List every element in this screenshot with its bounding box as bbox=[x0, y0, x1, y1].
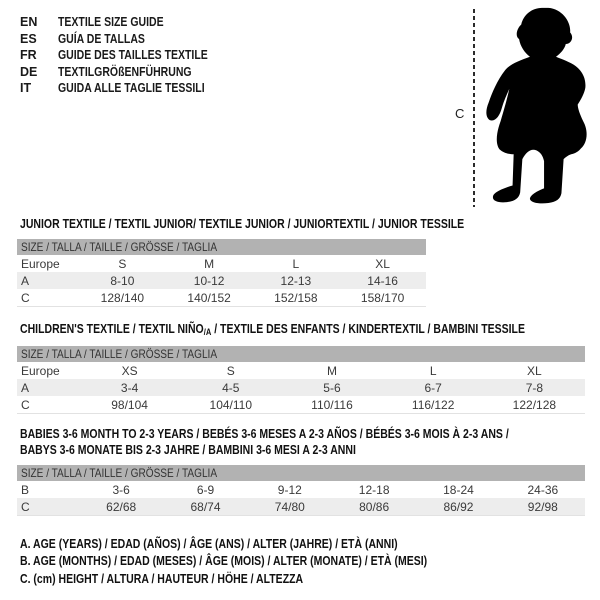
lang-row-de bbox=[20, 64, 236, 81]
legend-text: A. AGE (YEARS) / EDAD (AÑOS) / ÂGE (ANS) / ALTER (JAHRE) / ETÀ (ANNI) bbox=[20, 537, 398, 551]
lang-title: GUIDE DES TAILLES TEXTILE bbox=[58, 48, 208, 62]
lang-code: FR bbox=[20, 48, 37, 62]
cell: 8-10 bbox=[110, 273, 135, 288]
height-measure-dashed-line bbox=[473, 9, 475, 207]
table-row bbox=[17, 362, 585, 379]
cell: M bbox=[326, 363, 337, 378]
title-pre: CHILDREN'S TEXTILE / TEXTIL NIÑO bbox=[20, 322, 204, 336]
cell: L bbox=[292, 256, 300, 271]
size-header-bar bbox=[17, 465, 585, 481]
table-row bbox=[17, 272, 426, 289]
lang-code: EN bbox=[20, 15, 38, 29]
cell: 74/80 bbox=[274, 499, 305, 514]
cell: 80/86 bbox=[359, 499, 390, 514]
cell: 116/122 bbox=[411, 397, 455, 412]
cell: 62/68 bbox=[106, 499, 137, 514]
cell: 12-13 bbox=[280, 273, 312, 288]
table-row bbox=[17, 498, 585, 516]
row-label: A bbox=[21, 273, 30, 288]
babies-table-title bbox=[20, 426, 600, 458]
cell: 10-12 bbox=[193, 273, 225, 288]
toddler-silhouette-icon bbox=[480, 5, 594, 205]
legend-line-a bbox=[20, 536, 505, 553]
legend-line-b bbox=[20, 553, 505, 570]
babies-size-table bbox=[17, 465, 585, 516]
lang-row-it bbox=[20, 80, 236, 97]
size-header-text: SIZE / TALLA / TAILLE / GRÖSSE / TAGLIA bbox=[21, 240, 218, 254]
cell: 4-5 bbox=[222, 380, 240, 395]
size-header-text: SIZE / TALLA / TAILLE / GRÖSSE / TAGLIA bbox=[21, 466, 218, 480]
cell: 128/140 bbox=[100, 290, 145, 305]
lang-row-fr bbox=[20, 47, 236, 64]
children-table-title-text bbox=[20, 321, 525, 340]
cell: 5-6 bbox=[323, 380, 341, 395]
row-label: C bbox=[21, 290, 30, 305]
size-header-bar bbox=[17, 346, 585, 362]
lang-title: GUIDA ALLE TAGLIE TESSILI bbox=[58, 81, 205, 95]
row-label: Europe bbox=[21, 363, 60, 378]
table-row bbox=[17, 255, 426, 272]
children-table-title bbox=[20, 321, 600, 340]
children-size-table bbox=[17, 346, 585, 414]
cell: XL bbox=[375, 256, 390, 271]
legend-text: C. (cm) HEIGHT / ALTURA / HAUTEUR / HÖHE / ALTEZZA bbox=[20, 571, 304, 586]
row-label: C bbox=[21, 397, 30, 412]
cell: XS bbox=[121, 363, 138, 378]
legend-line-c bbox=[20, 571, 505, 588]
cell: 152/158 bbox=[274, 290, 318, 305]
row-label: Europe bbox=[21, 256, 60, 271]
lang-row-es bbox=[20, 31, 236, 48]
lang-title: TEXTILGRÖßENFÜHRUNG bbox=[58, 64, 192, 79]
lang-row-en bbox=[20, 14, 236, 31]
junior-table-title-text: JUNIOR TEXTILE / TEXTIL JUNIOR/ TEXTILE JUNIOR / JUNIORTEXTIL / JUNIOR TESSILE bbox=[20, 217, 465, 231]
cell: 24-36 bbox=[527, 482, 559, 497]
cell: 3-6 bbox=[112, 482, 130, 497]
size-header-text: SIZE / TALLA / TAILLE / GRÖSSE / TAGLIA bbox=[21, 347, 218, 361]
babies-title-line1: BABIES 3-6 MONTH TO 2-3 YEARS / BEBÉS 3-6 MESES A 2-3 AÑOS / BÉBÉS 3-6 MOIS À 2-3 ANS / bbox=[20, 427, 509, 441]
cell: 110/116 bbox=[311, 397, 353, 412]
size-header-bar bbox=[17, 239, 426, 255]
cell: 104/110 bbox=[209, 397, 253, 412]
table-row bbox=[17, 396, 585, 414]
lang-code: ES bbox=[20, 31, 37, 46]
cell: 140/152 bbox=[187, 290, 231, 305]
cell: 68/74 bbox=[190, 499, 221, 514]
junior-size-table bbox=[17, 239, 426, 307]
cell: 158/170 bbox=[360, 290, 405, 305]
cell: XL bbox=[527, 363, 542, 378]
language-title-list bbox=[20, 14, 236, 97]
measure-legend bbox=[20, 536, 505, 588]
cell: 3-4 bbox=[120, 380, 139, 395]
cell: 6-9 bbox=[196, 482, 215, 497]
cell: 14-16 bbox=[367, 273, 398, 288]
cell: 92/98 bbox=[527, 499, 558, 514]
title-subscript: /A bbox=[203, 327, 212, 337]
cell: S bbox=[118, 256, 127, 271]
cell: 12-18 bbox=[358, 482, 390, 497]
cell: 122/128 bbox=[512, 397, 557, 412]
cell: 18-24 bbox=[443, 482, 474, 497]
lang-code: DE bbox=[20, 64, 38, 79]
lang-title: GUÍA DE TALLAS bbox=[58, 31, 145, 46]
lang-title: TEXTILE SIZE GUIDE bbox=[58, 15, 164, 29]
babies-title-line2: BABYS 3-6 MONATE BIS 2-3 JAHRE / BAMBINI 3-6 MESI A 2-3 ANNI bbox=[20, 443, 356, 457]
row-label: A bbox=[21, 380, 30, 395]
cell: S bbox=[226, 363, 235, 378]
cell: 9-12 bbox=[277, 482, 302, 497]
junior-table-title bbox=[20, 216, 549, 232]
cell: M bbox=[204, 256, 215, 271]
cell: 98/104 bbox=[111, 397, 148, 412]
row-label: B bbox=[21, 482, 30, 497]
table-row bbox=[17, 379, 585, 396]
table-row bbox=[17, 289, 426, 307]
cell: 6-7 bbox=[424, 380, 442, 395]
cell: 7-8 bbox=[525, 380, 544, 395]
table-row bbox=[17, 481, 585, 498]
height-measure-label: C bbox=[455, 106, 465, 121]
cell: L bbox=[429, 363, 437, 378]
title-post: / TEXTILE DES ENFANTS / KINDERTEXTIL / BAMBINI TESSILE bbox=[211, 322, 525, 336]
row-label: C bbox=[21, 499, 30, 514]
lang-code: IT bbox=[20, 81, 32, 95]
legend-text: B. AGE (MONTHS) / EDAD (MESES) / ÂGE (MOIS) / ALTER (MONATE) / ETÀ (MESI) bbox=[20, 554, 428, 569]
cell: 86/92 bbox=[443, 499, 474, 514]
